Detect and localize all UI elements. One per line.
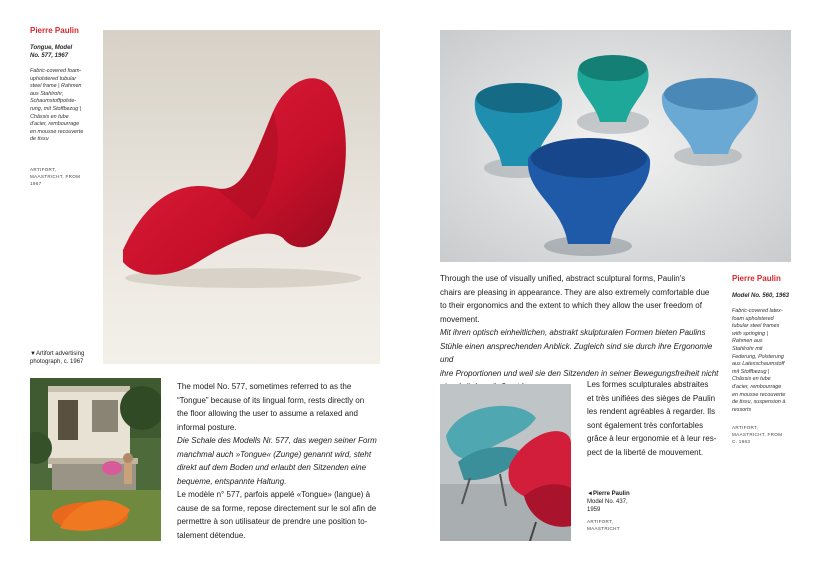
- slice-chairs-illustration: [440, 384, 571, 541]
- manufacturer-line: ARTIFORT,: [587, 519, 614, 524]
- designer-name: Pierre Paulin: [732, 274, 781, 283]
- material-description: [732, 308, 802, 414]
- advertising-photo-illustration: [30, 378, 161, 541]
- model-title-line: Tongue, Model: [30, 45, 73, 51]
- manufacturer-line: MAASTRICHT, FROM: [30, 174, 81, 179]
- french-text-line: permettre à son utilisateur de prendre une position to-: [177, 517, 368, 526]
- caption-line: photograph, c. 1967: [30, 359, 84, 365]
- description-line: Schaumstoffpolste-: [30, 98, 77, 105]
- description-line: Châssis en tube: [732, 376, 771, 383]
- model-title: [30, 44, 96, 60]
- german-text-line: Stühle einen ansprechenden Anblick. Zugleich sind sie durch ihre Ergonomie und: [440, 341, 713, 364]
- manufacturer-credit: [732, 424, 802, 445]
- caption-model-line: 1959: [587, 507, 601, 513]
- description-line: upholstered tubular: [30, 75, 77, 82]
- description-line: en mousse recouverte: [30, 128, 84, 135]
- manufacturer-line: 1967: [30, 181, 42, 186]
- description-line: d'acier, rembourrage: [30, 121, 80, 128]
- german-text-line: Mit ihren optisch einheitlichen, abstrakt skulpturalen Formen bieten Paulins: [440, 328, 706, 337]
- french-text: [587, 378, 727, 459]
- tongue-chair-illustration: [103, 30, 380, 364]
- description-line: steel frame | Rahmen: [30, 83, 82, 90]
- description-line: tubular steel frames: [732, 323, 780, 330]
- manufacturer-credit: [30, 166, 100, 187]
- description-line: aus Latexschaumstoff: [732, 361, 785, 368]
- material-description: [30, 68, 100, 144]
- description-line: Federung, Polsterung: [732, 353, 784, 360]
- english-text-line: the floor allowing the user to assume a relaxed and: [177, 409, 358, 418]
- designer-name: Pierre Paulin: [30, 26, 79, 35]
- french-text-line: cause de sa forme, repose directement sur le sol afin de: [177, 503, 377, 513]
- english-text-line: Through the use of visually unified, abstract sculptural forms, Paulin's: [440, 274, 686, 283]
- description-line: de tissu, suspension à: [732, 399, 786, 406]
- french-text-line: talement détendue.: [177, 530, 246, 540]
- tongue-chair-photo: [103, 30, 380, 364]
- manufacturer-line: MAASTRICHT: [587, 526, 620, 531]
- german-text-line: ihre Proportionen und weil sie den Sitzenden in seiner Bewegungsfreiheit nicht: [440, 368, 719, 378]
- manufacturer-line: ARTIFORT,: [732, 425, 759, 430]
- german-text-line: direkt auf dem Boden und erlaubt den Sitzenden eine: [177, 463, 367, 472]
- german-text-line: bequeme, entspannte Haltung.: [177, 476, 287, 486]
- description-line: Stahlrohr mit: [732, 345, 763, 352]
- description-line: aus Stahlrohr,: [30, 90, 64, 97]
- description-line: d'acier, rembourrage: [732, 383, 782, 390]
- description-line: ressorts: [732, 406, 752, 413]
- german-text-line: Die Schale des Modells Nr. 577, das wegen seiner Form: [177, 436, 377, 445]
- english-text-line: The model No. 577, sometimes referred to as the: [177, 382, 352, 391]
- french-text-line: sont également très confortables: [587, 420, 704, 430]
- description-line: rung, mit Stoffbezug |: [30, 105, 82, 112]
- french-text-line: les rendent agréables à regarder. Ils: [587, 407, 716, 416]
- manufacturer-line: MAASTRICHT, FROM: [732, 432, 783, 437]
- description-line: de tissu: [30, 136, 49, 143]
- description-line: mit Stoffbezug |: [732, 368, 770, 375]
- description-line: Fabric-covered foam-: [30, 68, 82, 74]
- artifort-advertising-photo: [30, 378, 161, 541]
- caption-line: ▼Artifort advertising: [30, 351, 85, 357]
- english-text-line: “Tongue” because of its lingual form, rests directly on: [177, 395, 365, 405]
- french-text-line: grâce à leur ergonomie et à leur res-: [587, 434, 717, 443]
- paulin-text: [440, 272, 720, 394]
- model-title: Model No. 560, 1963: [732, 293, 790, 299]
- mushroom-chairs-illustration: [440, 30, 791, 262]
- french-text-line: Les formes sculpturales abstraites: [587, 380, 709, 389]
- english-text-line: informal posture.: [177, 422, 237, 432]
- manufacturer-line: ARTIFORT,: [30, 167, 57, 172]
- english-text-line: chairs are pleasing in appearance. They are also extremely comfortable due: [440, 287, 710, 297]
- caption-model-line: Model No. 437,: [587, 499, 628, 505]
- mushroom-chairs-photo: [440, 30, 791, 262]
- description-line: Châssis en tube: [30, 113, 69, 120]
- german-text-line: manchmal auch »Tongue« (Zunge) genannt wird, steht: [177, 449, 372, 459]
- description-line: Rahmen aus: [732, 338, 763, 345]
- tongue-text: [177, 380, 382, 542]
- slice-chair-caption: [587, 490, 667, 532]
- french-text-line: et très unifiées des sièges de Paulin: [587, 393, 716, 403]
- description-line: Fabric-covered latex-: [732, 308, 783, 314]
- caption-designer: ◄Pierre Paulin: [587, 491, 630, 497]
- english-text-line: movement.: [440, 314, 480, 324]
- french-text-line: Le modèle n° 577, parfois appelé «Tongue» (langue) à: [177, 490, 371, 499]
- ad-caption: [30, 350, 102, 366]
- manufacturer-line: C. 1963: [732, 439, 751, 444]
- french-text-line: pect de la liberté de mouvement.: [587, 447, 704, 457]
- slice-chairs-photo: [440, 384, 571, 541]
- english-text-line: to their ergonomics and the extent to which they allow the user freedom of: [440, 301, 702, 310]
- description-line: with springing |: [732, 330, 768, 337]
- description-line: en mousse recouverte: [732, 391, 786, 398]
- model-title-line: No. 577, 1967: [30, 53, 69, 59]
- description-line: foam upholstered: [732, 315, 774, 322]
